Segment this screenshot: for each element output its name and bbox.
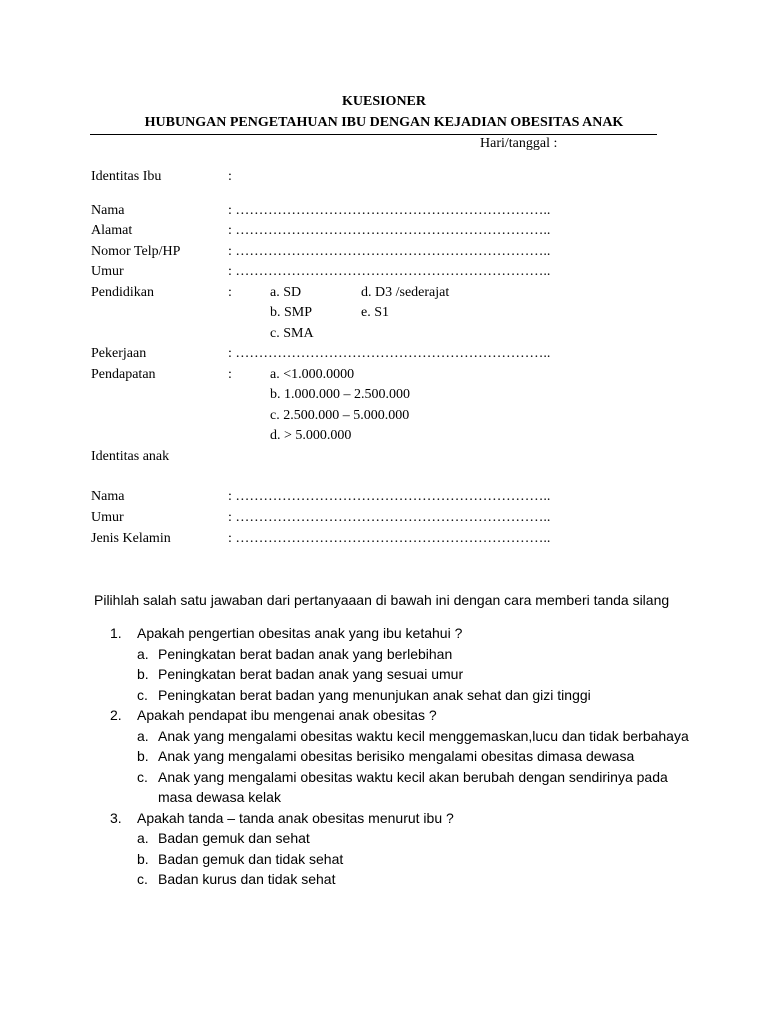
ibu-pendapatan-label: Pendapatan xyxy=(91,367,156,382)
option-text-continued: masa dewasa kelak xyxy=(158,789,281,805)
question-2-option-b[interactable] xyxy=(137,746,689,767)
question-3-option-b[interactable] xyxy=(137,849,689,870)
option-letter: c. xyxy=(137,871,148,887)
question-2-option-c[interactable] xyxy=(137,767,689,808)
anak-umur-label: Umur xyxy=(91,510,124,525)
option-text: Anak yang mengalami obesitas waktu kecil akan berubah dengan sendirinya pada xyxy=(158,768,668,785)
identitas-ibu-heading: Identitas Ibu xyxy=(91,169,162,184)
ibu-alamat-label: Alamat xyxy=(91,223,133,238)
anak-nama-label: Nama xyxy=(91,489,125,504)
question-number: 3. xyxy=(110,809,122,826)
identitas-ibu-colon: : xyxy=(228,169,232,184)
question-number: 1. xyxy=(110,625,122,641)
ibu-telp-field[interactable]: : ………………………………………………………….. xyxy=(228,244,551,259)
ibu-pendidikan-label: Pendidikan xyxy=(91,285,154,300)
question-1-option-a[interactable] xyxy=(137,644,689,665)
ibu-umur-field[interactable]: : ………………………………………………………….. xyxy=(228,264,551,279)
pendidikan-option-smp[interactable]: b. SMP xyxy=(270,305,313,320)
option-letter: c. xyxy=(137,686,148,703)
question-1-option-b[interactable] xyxy=(137,664,689,685)
option-letter: b. xyxy=(137,850,149,867)
option-letter: a. xyxy=(137,645,149,662)
pendidikan-option-s1[interactable]: e. S1 xyxy=(361,305,389,320)
question-3 xyxy=(110,808,689,829)
anak-jenis-kelamin-label: Jenis Kelamin xyxy=(91,531,171,546)
option-text: Anak yang mengalami obesitas waktu kecil menggemaskan,lucu dan tidak berbahaya xyxy=(158,727,689,744)
header-divider xyxy=(90,134,657,135)
identitas-anak-heading: Identitas anak xyxy=(91,449,170,464)
question-text: Apakah pendapat ibu mengenai anak obesitas ? xyxy=(137,707,437,723)
anak-jenis-kelamin-field[interactable]: : ………………………………………………………….. xyxy=(228,531,551,546)
question-list xyxy=(110,623,689,890)
option-letter: b. xyxy=(137,666,149,682)
pendapatan-option-d[interactable]: d. > 5.000.000 xyxy=(270,428,352,443)
ibu-nama-label: Nama xyxy=(91,203,125,218)
question-3-option-c[interactable] xyxy=(137,869,689,890)
option-text: Badan kurus dan tidak sehat xyxy=(158,871,336,887)
question-1-option-c[interactable] xyxy=(137,685,689,706)
option-letter: a. xyxy=(137,830,149,846)
pendidikan-option-d3[interactable]: d. D3 /sederajat xyxy=(361,285,450,300)
option-letter: a. xyxy=(137,727,149,744)
question-text: Apakah pengertian obesitas anak yang ibu ketahui ? xyxy=(137,625,463,641)
ibu-pekerjaan-field[interactable]: : ………………………………………………………….. xyxy=(228,346,551,361)
date-label: Hari/tanggal : xyxy=(480,136,558,151)
question-text: Apakah tanda – tanda anak obesitas menurut ibu ? xyxy=(137,809,454,826)
ibu-alamat-field[interactable]: : ………………………………………………………….. xyxy=(228,223,551,238)
option-letter: b. xyxy=(137,748,149,764)
ibu-telp-label: Nomor Telp/HP xyxy=(91,244,181,259)
option-text: Anak yang mengalami obesitas berisiko mengalami obesitas dimasa dewasa xyxy=(158,748,635,764)
pendapatan-option-c[interactable]: c. 2.500.000 – 5.000.000 xyxy=(270,408,410,423)
option-text: Badan gemuk dan tidak sehat xyxy=(158,850,344,867)
question-3-option-a[interactable] xyxy=(137,828,689,849)
option-text: Peningkatan berat badan yang menunjukan anak sehat dan gizi tinggi xyxy=(158,686,591,703)
ibu-nama-field[interactable]: : ………………………………………………………….. xyxy=(228,203,551,218)
anak-nama-field[interactable]: : ………………………………………………………….. xyxy=(228,489,551,504)
pendidikan-option-sd[interactable]: a. SD xyxy=(270,285,302,300)
option-text: Peningkatan berat badan anak yang sesuai umur xyxy=(158,666,464,682)
instruction-text: Pilihlah salah satu jawaban dari pertanyaaan di bawah ini dengan cara memberi tanda silang xyxy=(94,592,670,608)
ibu-umur-label: Umur xyxy=(91,264,124,279)
document-title: KUESIONER xyxy=(341,94,427,109)
pendidikan-option-sma[interactable]: c. SMA xyxy=(270,326,314,341)
option-text: Peningkatan berat badan anak yang berlebihan xyxy=(158,645,453,662)
pendapatan-option-a[interactable]: a. <1.000.0000 xyxy=(270,367,355,382)
question-number: 2. xyxy=(110,707,122,723)
anak-umur-field[interactable]: : ………………………………………………………….. xyxy=(228,510,551,525)
ibu-pendapatan-colon: : xyxy=(228,367,232,382)
document-subtitle: HUBUNGAN PENGETAHUAN IBU DENGAN KEJADIAN OBESITAS ANAK xyxy=(144,115,624,130)
question-2-option-a[interactable] xyxy=(137,726,689,747)
question-1 xyxy=(110,623,689,644)
pendapatan-option-b[interactable]: b. 1.000.000 – 2.500.000 xyxy=(270,387,410,402)
question-2 xyxy=(110,705,689,726)
option-letter: c. xyxy=(137,768,148,785)
ibu-pendidikan-colon: : xyxy=(228,285,232,300)
ibu-pekerjaan-label: Pekerjaan xyxy=(91,346,147,361)
option-text: Badan gemuk dan sehat xyxy=(158,830,310,846)
